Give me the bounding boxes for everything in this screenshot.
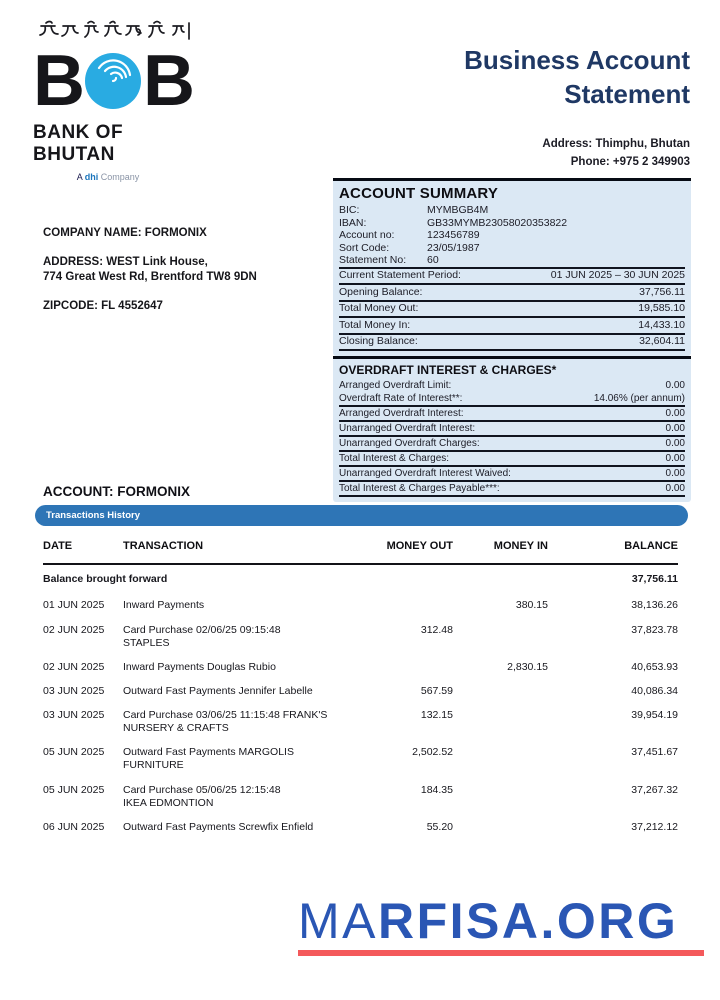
account-title: ACCOUNT: FORMONIX (43, 484, 190, 499)
field-value: 123456789 (427, 229, 480, 241)
field-value: 0.00 (665, 408, 685, 419)
field-label: Sort Code: (339, 241, 390, 254)
field-value: 32,604.11 (639, 335, 685, 347)
transactions-history-bar (35, 505, 688, 526)
tagline-prefix: A (76, 172, 85, 182)
cell-balance: 40,086.34 (631, 684, 678, 697)
cell-money-in (453, 709, 548, 735)
transaction-line1: Inward Payments Douglas Rubio (123, 660, 276, 673)
cell-balance: 37,823.78 (631, 623, 678, 636)
balance-brought-forward-row (43, 565, 678, 594)
field-label: Overdraft Rate of Interest**: (339, 393, 463, 404)
cell-money-out: 312.48 (420, 623, 453, 636)
cell-transaction (123, 685, 368, 698)
transactions-section (35, 484, 688, 839)
site-name-prefix: MA (298, 893, 378, 949)
cell-date: 02 JUN 2025 (43, 660, 105, 673)
overdraft-row (339, 465, 685, 480)
col-header-balance: BALANCE (624, 540, 678, 552)
transactions-table (43, 532, 678, 839)
cell-balance: 37,451.67 (631, 746, 678, 759)
marfisa-site-logo[interactable] (298, 893, 708, 956)
cell-money-out: 55.20 (426, 820, 453, 833)
field-value: 01 JUN 2025 – 30 JUN 2025 (550, 269, 685, 281)
bank-tagline (33, 172, 183, 182)
tagline-suffix: Company (98, 172, 140, 182)
bob-letter-right: B (143, 41, 193, 121)
cell-transaction (123, 599, 368, 612)
summary-info-row (339, 204, 685, 217)
overdraft-row (339, 392, 685, 405)
overdraft-panel (333, 356, 691, 502)
table-header-row (43, 532, 678, 565)
cell-balance: 40,653.93 (631, 660, 678, 673)
cell-transaction (123, 624, 368, 650)
field-value: 0.00 (665, 453, 685, 464)
cell-money-in (453, 784, 548, 810)
transaction-line1: Inward Payments (123, 599, 205, 612)
transaction-line1: Outward Fast Payments MARGOLIS (123, 746, 294, 759)
field-label: Total Money Out: (339, 302, 419, 314)
cell-money-in (453, 685, 548, 698)
field-label: Unarranged Overdraft Charges: (339, 438, 480, 449)
account-summary-panel (333, 178, 691, 356)
summary-total-row (339, 283, 685, 300)
document-title (464, 44, 690, 112)
field-value: 23/05/1987 (427, 241, 480, 254)
cell-date: 06 JUN 2025 (43, 820, 105, 833)
cell-money-in (453, 821, 548, 834)
bank-logo (33, 20, 203, 182)
transactions-history-label: Transactions History (46, 510, 140, 521)
col-header-money-out: MONEY OUT (386, 540, 453, 552)
field-label: Current Statement Period: (339, 269, 461, 281)
bbf-label: Balance brought forward (43, 572, 168, 585)
company-name: COMPANY NAME: FORMONIX (43, 227, 207, 239)
table-row (43, 679, 678, 703)
summary-info-row (339, 229, 685, 242)
summary-total-row (339, 333, 685, 352)
marfisa-site-name (298, 893, 708, 949)
field-label: IBAN: (339, 216, 367, 229)
cell-date: 05 JUN 2025 (43, 783, 105, 796)
overdraft-title: OVERDRAFT INTEREST & CHARGES* (339, 363, 557, 377)
cell-transaction (123, 821, 368, 834)
cell-date: 01 JUN 2025 (43, 599, 105, 612)
cell-date: 03 JUN 2025 (43, 709, 105, 721)
transaction-line1: Outward Fast Payments Screwfix Enfield (123, 820, 314, 833)
field-label: Total Interest & Charges: (339, 453, 450, 464)
field-label: Total Interest & Charges Payable***: (339, 483, 500, 494)
table-row (43, 618, 678, 655)
cell-money-out: 132.15 (420, 709, 453, 721)
company-address-line1: ADDRESS: WEST Link House, (43, 255, 208, 268)
bank-phone: Phone: +975 2 349903 (570, 155, 690, 168)
bbf-balance: 37,756.11 (631, 572, 678, 585)
cell-date: 03 JUN 2025 (43, 684, 105, 697)
transaction-line2: FURNITURE (123, 759, 184, 772)
document-title-line2: Statement (564, 78, 690, 109)
field-value: 14.06% (per annum) (593, 393, 685, 404)
field-label: Statement No: (339, 254, 407, 266)
table-row (43, 778, 678, 815)
document-title-line1: Business Account (464, 45, 690, 75)
cell-date: 02 JUN 2025 (43, 623, 105, 636)
field-label: Total Money In: (339, 318, 411, 331)
cell-money-in (453, 624, 548, 650)
cell-balance: 37,267.32 (631, 783, 678, 796)
field-label: Unarranged Overdraft Interest Waived: (339, 468, 511, 479)
bank-contact-block (542, 136, 690, 172)
bank-address: Address: Thimphu, Bhutan (542, 138, 690, 150)
summary-total-row (339, 267, 685, 284)
field-value: 0.00 (665, 483, 685, 494)
field-label: Opening Balance: (339, 285, 423, 298)
company-address-line2: 774 Great West Rd, Brentford TW8 9DN (43, 270, 257, 283)
bob-globe-icon (85, 53, 141, 109)
cell-money-in: 380.15 (515, 599, 548, 612)
summary-info-row (339, 254, 685, 267)
cell-transaction (123, 661, 368, 674)
summary-info-row (339, 242, 685, 255)
cell-money-out (368, 599, 453, 612)
company-info-block (43, 226, 323, 314)
cell-balance: 37,212.12 (631, 820, 678, 833)
field-value: 0.00 (665, 423, 685, 434)
transaction-line2: STAPLES (123, 636, 170, 649)
bob-letter-left: B (33, 41, 83, 121)
field-value: 60 (427, 254, 439, 266)
field-label: Unarranged Overdraft Interest: (339, 423, 476, 434)
cell-balance: 38,136.26 (631, 599, 678, 612)
field-value: 0.00 (665, 438, 685, 449)
transaction-line1: Card Purchase 02/06/25 09:15:48 (123, 623, 281, 636)
field-value: 0.00 (665, 468, 685, 479)
cell-transaction (123, 784, 368, 810)
cell-balance: 39,954.19 (631, 709, 678, 721)
overdraft-row (339, 450, 685, 465)
col-header-transaction: TRANSACTION (123, 540, 204, 552)
overdraft-row (339, 379, 685, 392)
table-row (43, 815, 678, 839)
bank-name: BANK OF BHUTAN (33, 122, 124, 165)
field-value: 37,756.11 (639, 285, 685, 298)
cell-money-in (453, 746, 548, 772)
field-label: Arranged Overdraft Limit: (339, 380, 452, 391)
summary-info-row (339, 217, 685, 230)
transaction-line2: NURSERY & CRAFTS (123, 722, 229, 735)
site-name-suffix: RFISA.ORG (378, 893, 679, 949)
overdraft-row (339, 435, 685, 450)
cell-money-in: 2,830.15 (507, 660, 548, 673)
field-value: GB33MYMB23058020353822 (427, 216, 568, 229)
table-row (43, 655, 678, 679)
footer-red-underline (298, 950, 704, 956)
summary-total-row (339, 316, 685, 333)
field-value: 14,433.10 (638, 318, 685, 331)
bob-wordmark (33, 41, 203, 121)
field-label: Account no: (339, 229, 395, 241)
cell-transaction (123, 746, 368, 772)
transaction-line2: IKEA EDMONTION (123, 796, 214, 809)
cell-date: 05 JUN 2025 (43, 746, 105, 759)
field-label: Arranged Overdraft Interest: (339, 408, 464, 419)
overdraft-row (339, 420, 685, 435)
tagline-brand: dhi (84, 172, 99, 182)
table-row (43, 741, 678, 778)
transaction-line1: Outward Fast Payments Jennifer Labelle (123, 684, 313, 697)
account-summary-title: ACCOUNT SUMMARY (339, 185, 499, 202)
table-row (43, 704, 678, 741)
cell-money-out: 184.35 (420, 783, 453, 796)
transaction-line1: Card Purchase 05/06/25 12:15:48 (123, 783, 281, 796)
field-value: 0.00 (665, 380, 685, 391)
summary-total-row (339, 300, 685, 317)
cell-money-out: 567.59 (420, 684, 453, 697)
field-value: 19,585.10 (638, 302, 685, 314)
company-zipcode: ZIPCODE: FL 4552647 (43, 299, 163, 312)
col-header-date: DATE (43, 540, 73, 552)
table-row (43, 594, 678, 618)
col-header-money-in: MONEY IN (493, 540, 548, 552)
summary-column (333, 178, 691, 502)
field-label: Closing Balance: (339, 335, 418, 347)
field-value: MYMBGB4M (427, 204, 489, 216)
cell-transaction (123, 709, 368, 735)
cell-money-out (368, 661, 453, 674)
overdraft-row (339, 405, 685, 420)
cell-money-out: 2,502.52 (412, 746, 453, 759)
transaction-line1: Card Purchase 03/06/25 11:15:48 FRANK'S (123, 709, 328, 721)
field-label: BIC: (339, 204, 360, 216)
